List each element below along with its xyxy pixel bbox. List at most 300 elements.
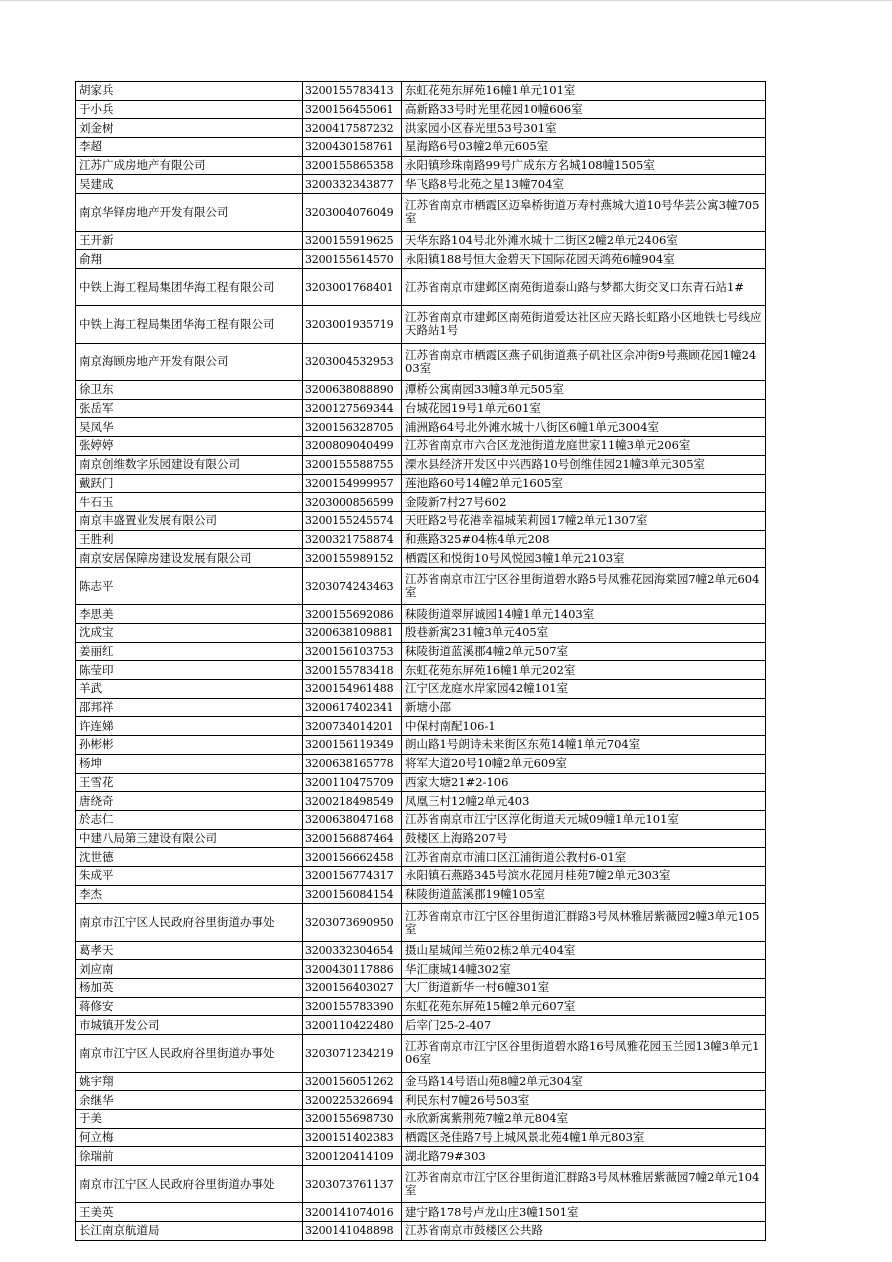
- address: 莲池路60号14幢2单元1605室: [405, 475, 563, 490]
- owner-name-cell: [76, 1016, 303, 1035]
- address: 鼓楼区上海路207号: [405, 830, 508, 845]
- account-id-cell: [303, 268, 402, 305]
- address: 利民东村7幢26号503室: [405, 1092, 530, 1107]
- address: 台城花园19号1单元601室: [405, 401, 541, 416]
- account-id-cell: [303, 156, 402, 175]
- account-id-cell: [303, 1035, 402, 1072]
- owner-name: 许连娣: [79, 718, 114, 733]
- owner-name-cell: [76, 1072, 303, 1091]
- owner-name-cell: [76, 138, 303, 157]
- owner-name-cell: [76, 997, 303, 1016]
- owner-name-cell: [76, 437, 303, 456]
- owner-name-cell: [76, 866, 303, 885]
- account-id-cell: [303, 493, 402, 512]
- account-id: 3200734014201: [305, 719, 394, 733]
- owner-name: 王胜利: [79, 531, 114, 546]
- address-cell: [402, 399, 766, 418]
- account-id-cell: [303, 1016, 402, 1035]
- table-row: [76, 810, 766, 829]
- account-id-cell: [303, 100, 402, 119]
- address-cell: [402, 754, 766, 773]
- account-id-cell: [303, 530, 402, 549]
- address-cell: [402, 829, 766, 848]
- owner-name-cell: [76, 810, 303, 829]
- address-cell: [402, 306, 766, 343]
- table-row: [76, 138, 766, 157]
- account-id: 3200155919625: [305, 233, 394, 247]
- account-id-cell: [303, 773, 402, 792]
- owner-name: 南京华铎房地产开发有限公司: [79, 205, 229, 219]
- table-row: [76, 1165, 766, 1202]
- account-id: 3200156455061: [305, 103, 394, 117]
- address: 金陵新7村27号602: [405, 494, 507, 509]
- table-row: [76, 399, 766, 418]
- owner-name-cell: [76, 474, 303, 493]
- account-id: 3200155989152: [305, 551, 394, 565]
- owner-name-cell: [76, 1109, 303, 1128]
- owner-name: 市城镇开发公司: [79, 1017, 160, 1032]
- account-id-cell: [303, 661, 402, 680]
- address-cell: [402, 138, 766, 157]
- account-id: 3200638165778: [305, 757, 394, 771]
- table-row: [76, 306, 766, 343]
- account-id-cell: [303, 1128, 402, 1147]
- address: 高新路33号时光里花园10幢606室: [405, 102, 583, 117]
- address: 摄山星城闻兰苑02栋2单元404室: [405, 943, 576, 958]
- table-row: [76, 381, 766, 400]
- table-row: [76, 1035, 766, 1072]
- table-row: [76, 1222, 766, 1241]
- owner-name: 南京丰盛置业发展有限公司: [79, 513, 217, 528]
- table-row: [76, 829, 766, 848]
- address-cell: [402, 848, 766, 867]
- address: 东虹花苑东屏苑15幢2单元607室: [405, 999, 576, 1014]
- address: 江苏省南京市建邺区南苑街道爱达社区应天路长虹路小区地铁七号线应天路站1号: [405, 311, 762, 338]
- table-row: [76, 960, 766, 979]
- address: 江苏省南京市江宁区谷里街道汇群路3号凤林雅居紫薇园7幢2单元104室: [405, 1171, 760, 1198]
- address-cell: [402, 1165, 766, 1202]
- account-id: 3200110422480: [305, 1018, 394, 1032]
- account-id: 3203004532953: [305, 355, 394, 369]
- address: 和燕路325#04栋4单元208: [405, 531, 550, 546]
- account-id: 3200430158761: [305, 140, 394, 154]
- address: 将军大道20号10幢2单元609室: [405, 756, 568, 771]
- address-cell: [402, 717, 766, 736]
- owner-name-cell: [76, 381, 303, 400]
- address: 潭桥公寓南园33幢3单元505室: [405, 382, 564, 397]
- table-row: [76, 119, 766, 138]
- owner-name: 于小兵: [79, 102, 114, 117]
- account-id-cell: [303, 250, 402, 269]
- owner-name-cell: [76, 605, 303, 624]
- owner-name-cell: [76, 231, 303, 250]
- account-id: 3200155245574: [305, 514, 394, 528]
- owner-name-cell: [76, 100, 303, 119]
- address: 金马路14号语山苑8幢2单元304室: [405, 1073, 583, 1088]
- account-id-cell: [303, 1222, 402, 1241]
- address-cell: [402, 474, 766, 493]
- address-cell: [402, 904, 766, 941]
- address: 中保村南配106-1: [405, 718, 496, 733]
- address: 江宁区龙庭水岸家园42幢101室: [405, 681, 569, 696]
- address-cell: [402, 810, 766, 829]
- account-id: 3200155783418: [305, 663, 394, 677]
- account-id-cell: [303, 437, 402, 456]
- owner-name-cell: [76, 1128, 303, 1147]
- account-id: 3200155698730: [305, 1112, 394, 1126]
- address-cell: [402, 773, 766, 792]
- table-row: [76, 343, 766, 380]
- table-row: [76, 231, 766, 250]
- account-id-cell: [303, 455, 402, 474]
- address: 秣陵街道翠屏诚园14幢1单元1403室: [405, 606, 595, 621]
- owner-name: 杨坤: [79, 756, 102, 771]
- table-row: [76, 941, 766, 960]
- owner-name: 南京市江宁区人民政府谷里街道办事处: [79, 1046, 275, 1060]
- owner-name-cell: [76, 1147, 303, 1166]
- table-row: [76, 493, 766, 512]
- account-id: 3200155783390: [305, 1000, 394, 1014]
- table-row: [76, 82, 766, 101]
- owner-name: 陈莹印: [79, 662, 114, 677]
- owner-name-cell: [76, 156, 303, 175]
- account-id-cell: [303, 194, 402, 231]
- owner-name-cell: [76, 661, 303, 680]
- owner-name-cell: [76, 979, 303, 998]
- table-row: [76, 642, 766, 661]
- address-cell: [402, 82, 766, 101]
- account-id: 3200141074016: [305, 1205, 394, 1219]
- address: 大厂街道新华一村6幢301室: [405, 980, 550, 995]
- account-id-cell: [303, 680, 402, 699]
- account-id-cell: [303, 511, 402, 530]
- table-row: [76, 848, 766, 867]
- address-cell: [402, 960, 766, 979]
- owner-name-cell: [76, 792, 303, 811]
- account-id: 3200156662458: [305, 850, 394, 864]
- account-id: 3200638047168: [305, 813, 394, 827]
- owner-name-cell: [76, 848, 303, 867]
- account-id-cell: [303, 997, 402, 1016]
- owner-name: 中铁上海工程局集团华海工程有限公司: [79, 317, 275, 331]
- address-cell: [402, 1128, 766, 1147]
- table-row: [76, 661, 766, 680]
- address: 殷巷新寓231幢3单元405室: [405, 625, 549, 640]
- owner-name-cell: [76, 941, 303, 960]
- owner-name-cell: [76, 511, 303, 530]
- owner-name: 徐瑞前: [79, 1148, 114, 1163]
- owner-name: 余继华: [79, 1092, 114, 1107]
- owner-name-cell: [76, 680, 303, 699]
- account-id-cell: [303, 343, 402, 380]
- account-id: 3200430117886: [305, 962, 394, 976]
- account-id-cell: [303, 885, 402, 904]
- table-row: [76, 1203, 766, 1222]
- account-id: 3200321758874: [305, 532, 394, 546]
- owner-name-cell: [76, 455, 303, 474]
- address-cell: [402, 1072, 766, 1091]
- address: 江苏省南京市建邺区南苑街道泰山路与梦都大街交叉口东青石站1#: [405, 280, 744, 294]
- address: 江苏省南京市栖霞区迈皋桥街道万寿村燕城大道10号华芸公寓3幢705室: [405, 199, 760, 226]
- address-cell: [402, 698, 766, 717]
- owner-name: 邵邦祥: [79, 700, 114, 715]
- table-row: [76, 1128, 766, 1147]
- account-id: 3200154961488: [305, 682, 394, 696]
- account-id: 3203000856599: [305, 495, 394, 509]
- account-id-cell: [303, 231, 402, 250]
- table-row: [76, 567, 766, 604]
- owner-name: 杨加英: [79, 980, 114, 995]
- account-id: 3203001768401: [305, 280, 394, 294]
- owner-name: 南京市江宁区人民政府谷里街道办事处: [79, 1177, 275, 1191]
- address: 江苏省南京市鼓楼区公共路: [405, 1223, 543, 1238]
- address-cell: [402, 1147, 766, 1166]
- account-id-cell: [303, 175, 402, 194]
- owner-name: 羊武: [79, 681, 102, 696]
- account-id-cell: [303, 138, 402, 157]
- owner-name: 於志仁: [79, 812, 114, 827]
- account-id-cell: [303, 829, 402, 848]
- table-row: [76, 736, 766, 755]
- account-id: 3203073761137: [305, 1177, 394, 1191]
- owner-name: 张岳军: [79, 401, 114, 416]
- account-id: 3200225326694: [305, 1093, 394, 1107]
- account-id: 3203001935719: [305, 317, 394, 331]
- address-cell: [402, 418, 766, 437]
- account-id-cell: [303, 474, 402, 493]
- owner-name: 胡家兵: [79, 83, 114, 98]
- table-row: [76, 866, 766, 885]
- owner-name-cell: [76, 904, 303, 941]
- owner-name: 李超: [79, 139, 102, 154]
- address-cell: [402, 1091, 766, 1110]
- account-id-cell: [303, 792, 402, 811]
- address: 江苏省南京市浦口区江浦街道公教村6-01室: [405, 849, 627, 864]
- account-id: 3200156103753: [305, 645, 394, 659]
- account-id: 3200156119349: [305, 738, 394, 752]
- address-cell: [402, 231, 766, 250]
- address-cell: [402, 437, 766, 456]
- account-id: 3200156403027: [305, 981, 394, 995]
- owner-name-cell: [76, 754, 303, 773]
- account-id-cell: [303, 698, 402, 717]
- account-id-cell: [303, 119, 402, 138]
- owner-name-cell: [76, 567, 303, 604]
- owner-name-cell: [76, 960, 303, 979]
- table-row: [76, 549, 766, 568]
- address-cell: [402, 381, 766, 400]
- address: 华飞路8号北苑之星13幢704室: [405, 176, 564, 191]
- table-row: [76, 418, 766, 437]
- table-row: [76, 1016, 766, 1035]
- owner-name: 葛孝天: [79, 943, 114, 958]
- address-cell: [402, 642, 766, 661]
- account-id: 3200151402383: [305, 1130, 394, 1144]
- table-row: [76, 979, 766, 998]
- owner-name: 南京市江宁区人民政府谷里街道办事处: [79, 916, 275, 930]
- account-id-cell: [303, 1203, 402, 1222]
- owner-name: 南京创维数字乐园建设有限公司: [79, 457, 240, 472]
- address: 新塘小邵: [405, 700, 451, 715]
- owner-name: 中铁上海工程局集团华海工程有限公司: [79, 280, 275, 294]
- owner-name: 吴建成: [79, 176, 114, 191]
- owner-name-cell: [76, 306, 303, 343]
- address: 朗山路1号朗诗未来街区东苑14幢1单元704室: [405, 737, 641, 752]
- owner-name-cell: [76, 1222, 303, 1241]
- address: 江苏省南京市江宁区谷里街道碧水路5号凤雅花园海棠园7幢2单元604室: [405, 573, 760, 600]
- address: 湖北路79#303: [405, 1148, 486, 1163]
- account-id: 3200155614570: [305, 252, 394, 266]
- account-id: 3203071234219: [305, 1046, 394, 1060]
- account-id-cell: [303, 1091, 402, 1110]
- owner-name: 姜丽红: [79, 644, 114, 659]
- address-cell: [402, 194, 766, 231]
- account-id: 3200156328705: [305, 420, 394, 434]
- owner-name: 沈成宝: [79, 625, 114, 640]
- table-row: [76, 474, 766, 493]
- account-id: 3200638088890: [305, 383, 394, 397]
- owner-name-cell: [76, 717, 303, 736]
- account-id-cell: [303, 381, 402, 400]
- owner-name-cell: [76, 1035, 303, 1072]
- owner-name: 吴凤华: [79, 419, 114, 434]
- address-cell: [402, 979, 766, 998]
- address-cell: [402, 455, 766, 474]
- account-id: 3203004076049: [305, 205, 394, 219]
- account-id: 3200156084154: [305, 887, 394, 901]
- owner-name: 南京海顾房地产开发有限公司: [79, 355, 229, 369]
- account-id: 3200156887464: [305, 831, 394, 845]
- account-id: 3200155692086: [305, 607, 394, 621]
- account-id-cell: [303, 549, 402, 568]
- table-row: [76, 904, 766, 941]
- account-id-cell: [303, 624, 402, 643]
- table-row: [76, 605, 766, 624]
- owner-name-cell: [76, 642, 303, 661]
- owner-name: 于美: [79, 1111, 102, 1126]
- address: 江苏省南京市江宁区谷里街道碧水路16号凤雅花园玉兰园13幢3单元106室: [405, 1040, 760, 1067]
- account-id: 3200332343877: [305, 177, 394, 191]
- address-cell: [402, 549, 766, 568]
- owner-name: 长江南京航道局: [79, 1223, 160, 1238]
- account-id-cell: [303, 979, 402, 998]
- address-cell: [402, 100, 766, 119]
- owner-name: 中建八局第三建设有限公司: [79, 830, 217, 845]
- address: 天旺路2号花港幸福城茉莉园17幢2单元1307室: [405, 513, 648, 528]
- owner-name-cell: [76, 175, 303, 194]
- owner-name: 南京安居保障房建设发展有限公司: [79, 550, 252, 565]
- owner-name: 唐绕奇: [79, 793, 114, 808]
- table-row: [76, 792, 766, 811]
- address-cell: [402, 680, 766, 699]
- owner-name: 王开新: [79, 232, 114, 247]
- table-row: [76, 175, 766, 194]
- address-cell: [402, 941, 766, 960]
- account-id: 3200154999957: [305, 476, 394, 490]
- table-row: [76, 773, 766, 792]
- address: 永阳镇石燕路345号滨水花园月桂苑7幢2单元303室: [405, 868, 671, 883]
- owner-name: 孙彬彬: [79, 737, 114, 752]
- owner-name-cell: [76, 418, 303, 437]
- table-row: [76, 194, 766, 231]
- table-row: [76, 1091, 766, 1110]
- address: 洪家园小区春光里53号301室: [405, 120, 557, 135]
- account-id-cell: [303, 941, 402, 960]
- account-id: 3200617402341: [305, 701, 394, 715]
- account-id-cell: [303, 1147, 402, 1166]
- owner-name: 王雪花: [79, 774, 114, 789]
- account-id-cell: [303, 810, 402, 829]
- address: 浦洲路64号北外滩水城十八街区6幢1单元3004室: [405, 419, 660, 434]
- account-id: 3200155588755: [305, 458, 394, 472]
- table-row: [76, 156, 766, 175]
- account-id-cell: [303, 736, 402, 755]
- address-cell: [402, 567, 766, 604]
- account-id-cell: [303, 1165, 402, 1202]
- owner-name-cell: [76, 530, 303, 549]
- address-cell: [402, 530, 766, 549]
- account-id-cell: [303, 1109, 402, 1128]
- address: 东虹花苑东屏苑16幢1单元202室: [405, 662, 576, 677]
- account-id: 3200155865358: [305, 159, 394, 173]
- owner-name: 江苏广成房地产有限公司: [79, 158, 206, 173]
- address-cell: [402, 156, 766, 175]
- table-row: [76, 250, 766, 269]
- owner-name-cell: [76, 119, 303, 138]
- address-cell: [402, 885, 766, 904]
- customer-table-body: [76, 82, 766, 1241]
- table-row: [76, 511, 766, 530]
- owner-name-cell: [76, 736, 303, 755]
- owner-name: 何立梅: [79, 1129, 114, 1144]
- account-id-cell: [303, 399, 402, 418]
- account-id: 3200156051262: [305, 1074, 394, 1088]
- address-cell: [402, 605, 766, 624]
- address: 溧水县经济开发区中兴西路10号创维佳园21幢3单元305室: [405, 457, 706, 472]
- table-row: [76, 268, 766, 305]
- owner-name: 刘金树: [79, 120, 114, 135]
- address-cell: [402, 1203, 766, 1222]
- table-row: [76, 437, 766, 456]
- address: 永阳镇188号恒大金碧天下国际花园天鸿苑6幢904室: [405, 251, 675, 266]
- address: 江苏省南京市栖霞区燕子矶街道燕子矶社区佘冲街9号燕顾花园1幢2403室: [405, 348, 757, 375]
- account-id: 3203073690950: [305, 916, 394, 930]
- owner-name-cell: [76, 885, 303, 904]
- address: 后宰门25-2-407: [405, 1017, 492, 1032]
- owner-name: 李杰: [79, 886, 102, 901]
- table-row: [76, 698, 766, 717]
- owner-name: 戴跃门: [79, 475, 114, 490]
- table-row: [76, 997, 766, 1016]
- address: 栖霞区尧佳路7号上城风景北苑4幢1单元803室: [405, 1129, 645, 1144]
- table-row: [76, 530, 766, 549]
- address-cell: [402, 1035, 766, 1072]
- address: 秣陵街道蓝溪郡19幢105室: [405, 886, 546, 901]
- account-id-cell: [303, 605, 402, 624]
- owner-name: 李思美: [79, 606, 114, 621]
- address: 华汇康城14幢302室: [405, 961, 511, 976]
- account-id: 3200155783413: [305, 84, 394, 98]
- owner-name-cell: [76, 829, 303, 848]
- account-id: 3200417587232: [305, 121, 394, 135]
- table-row: [76, 1072, 766, 1091]
- account-id-cell: [303, 418, 402, 437]
- account-id-cell: [303, 306, 402, 343]
- table-row: [76, 885, 766, 904]
- account-id: 3200809040499: [305, 439, 394, 453]
- table-row: [76, 624, 766, 643]
- page-top-border: [0, 0, 892, 1]
